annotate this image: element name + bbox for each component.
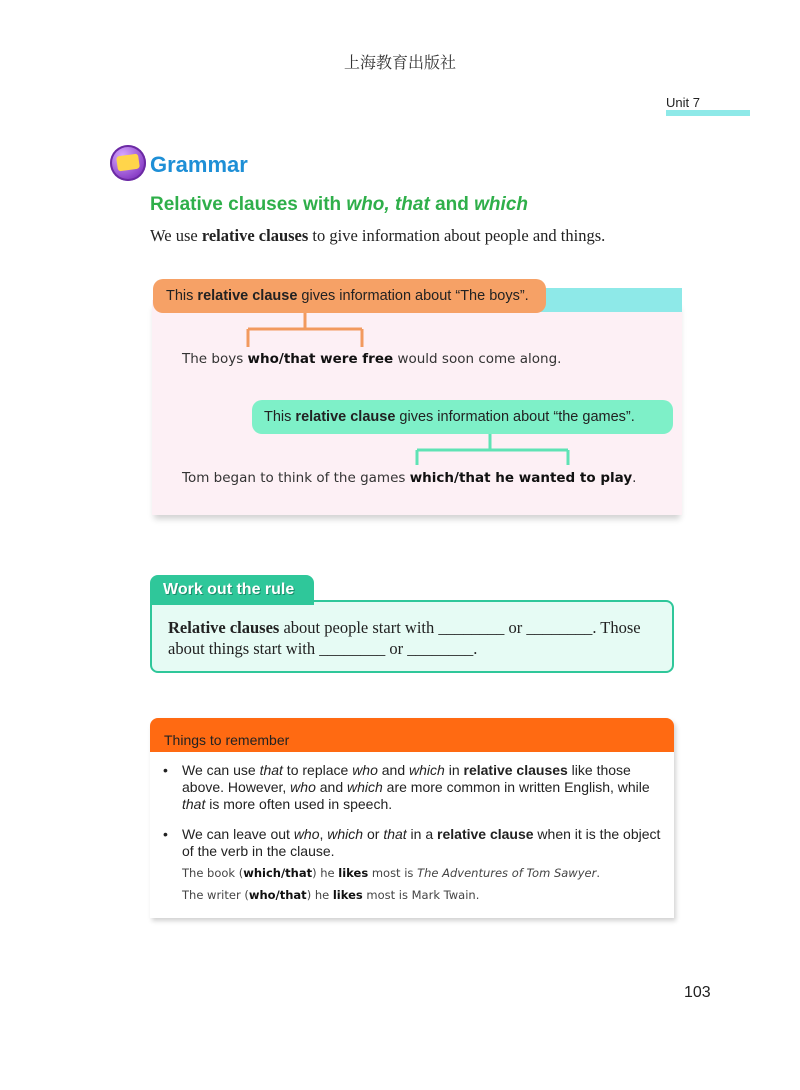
remember-point-1: We can use that to replace who and which in relative clauses like those above. However, who and which are more common in written English, while that is more often used in speech. — [182, 762, 650, 812]
intro-text: We use relative clauses to give information about people and things. — [150, 226, 606, 245]
remember-example-1: The book (which/that) he likes most is The Adventures of Tom Sawyer. — [182, 866, 600, 880]
example-sentence-1: The boys who/that were free would soon come along. — [182, 351, 562, 367]
remember-example-2: The writer (who/that) he likes most is Mark Twain. — [182, 888, 480, 902]
unit-bar — [666, 110, 750, 116]
rule-line-2: about things start with ________ or ________. — [168, 639, 478, 658]
rule-tab: Work out the rule — [150, 575, 314, 605]
remember-title: Things to remember — [150, 718, 674, 752]
callout-things: This relative clause gives information about “the games”. — [252, 400, 673, 434]
bracket-connector-2 — [410, 434, 576, 466]
example-sentence-2: Tom began to think of the games which/that he wanted to play. — [182, 470, 637, 486]
section-title: Grammar — [150, 152, 248, 177]
remember-point-2: We can leave out who, which or that in a relative clause when it is the object of the verb in the clause. — [182, 826, 661, 859]
section-heading: Relative clauses with who, that and which — [150, 194, 528, 215]
rule-box — [150, 600, 674, 673]
bullet-2-marker: • — [163, 826, 168, 842]
rule-line-1: Relative clauses about people start with ________ or ________. Those — [168, 618, 641, 637]
bullet-1-marker: • — [163, 762, 168, 778]
puzzle-piece-icon — [110, 145, 146, 181]
publisher-name: 上海教育出版社 — [343, 53, 456, 72]
bracket-connector-1 — [240, 313, 370, 349]
unit-label: Unit 7 — [666, 95, 700, 110]
page-number: 103 — [684, 984, 711, 1001]
callout-people: This relative clause gives information about “The boys”. — [153, 279, 546, 313]
